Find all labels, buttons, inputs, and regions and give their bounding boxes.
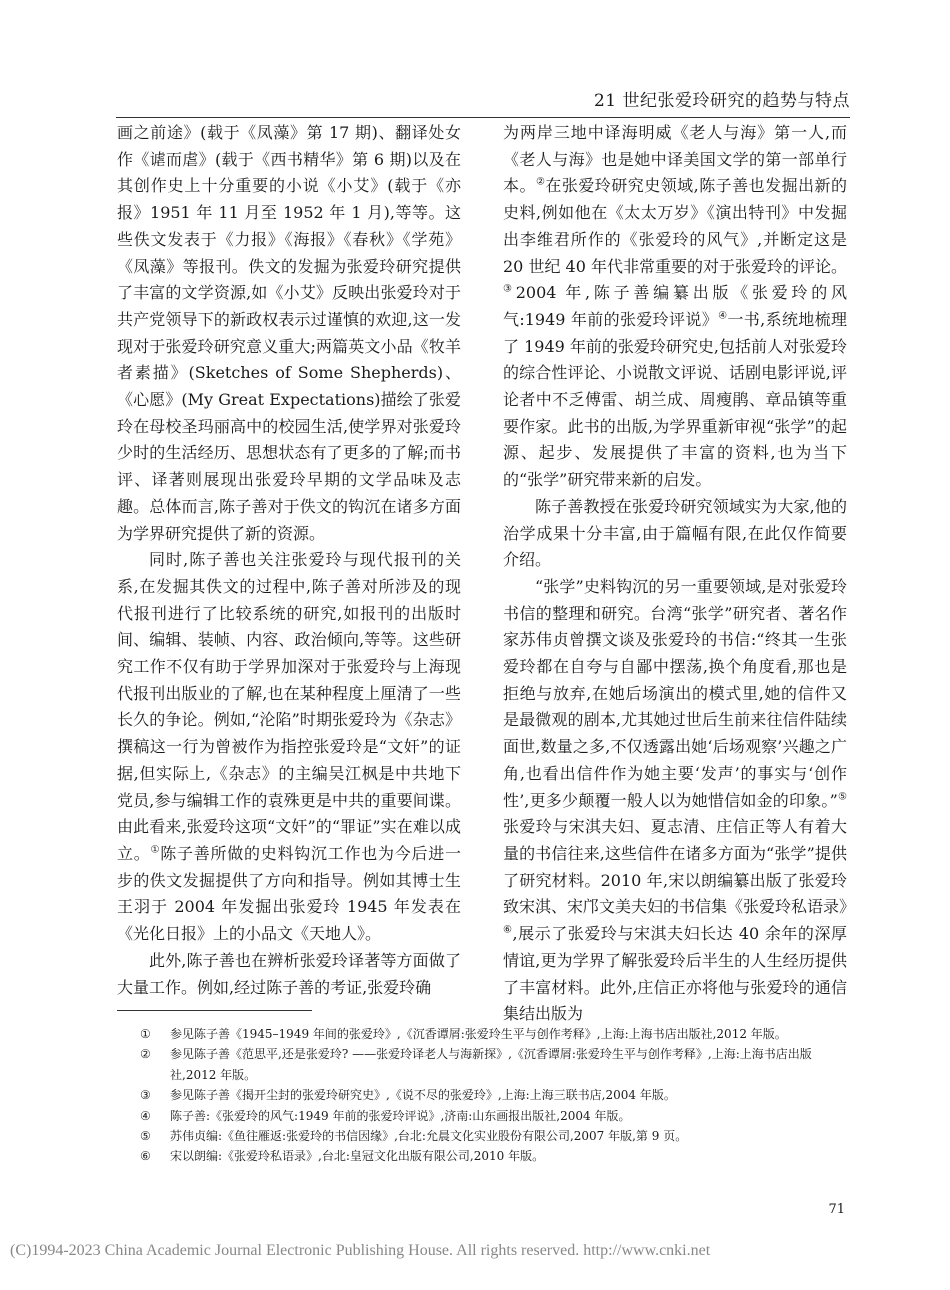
right-column (503, 120, 856, 1028)
running-header: 21 世纪张爱玲研究的趋势与特点 (593, 91, 850, 111)
right-paragraph-2: 陈子善教授在张爱玲研究领域实为大家,他的治学成果十分丰富,由于篇幅有限,在此仅作简要介绍。 (503, 496, 847, 570)
footnote-ref-6[interactable]: ⑥ (503, 924, 513, 936)
right-paragraph-1-text-a: 为两岸三地中译海明威《老人与海》第一人,而《老人与海》也是她中译美国文学的第一部单行本。 (503, 123, 847, 196)
right-paragraph-3 (503, 574, 856, 1028)
right-paragraph-1-text-b: 在张爱玲研究史领域,陈子善也发掘出新的史料,例如他在《太太万岁》《演出特刊》中发掘出李维君所作的《张爱玲的风气》,并断定这是 20 世纪 40 年代非常重要的对于张爱玲的评论。 (503, 176, 847, 276)
copyright-notice: (C)1994-2023 China Academic Journal Electronic Publishing House. All rights reserved. http://www.cnki.net (10, 1242, 711, 1259)
left-paragraph-2-text-b: 陈子善所做的史料钩沉工作也为今后进一步的佚文发掘提供了方向和指导。例如其博士生王羽于 2004 年发掘出张爱玲 1945 年发表在《光化日报》上的小品文《天地人》。 (117, 843, 461, 944)
footnote-text: 参见陈子善《1945–1949 年间的张爱玲》,《沉香谭屑:张爱玲生平与创作考释》,上海:上海书店出版社,2012 年版。 (170, 1027, 787, 1041)
footnote-text: 苏伟贞编:《鱼往雁返:张爱玲的书信因缘》,台北:允晨文化实业股份有限公司,2007 年版,第 9 页。 (170, 1129, 688, 1144)
left-column (117, 120, 461, 1001)
footnote-mark: ② (140, 1047, 151, 1062)
footnote-item (140, 1106, 856, 1126)
page-number: 71 (828, 1202, 845, 1217)
footnote-mark: ① (140, 1027, 151, 1041)
footnote-item (140, 1044, 856, 1085)
footnote-text: 陈子善:《张爱玲的风气:1949 年前的张爱玲评说》,济南:山东画报出版社,2004 年版。 (170, 1108, 631, 1123)
right-paragraph-3-text-b: 张爱玲与宋淇夫妇、夏志清、庄信正等人有着大量的书信往来,这些信件在诸多方面为“张学”提供了研究材料。2010 年,宋以朗编纂出版了张爱玲致宋淇、宋邝文美夫妇的书信集《张爱玲私语录》 (503, 817, 856, 917)
footnote-ref-5[interactable]: ⑤ (837, 791, 847, 803)
footnote-ref-4[interactable]: ④ (718, 310, 728, 322)
right-paragraph-1-text-c: 2004 年,陈子善编纂出版《张爱玲的风气:1949 年前的张爱玲评说》 (503, 283, 847, 329)
footnote-mark: ④ (140, 1108, 151, 1123)
footnote-item (140, 1024, 856, 1044)
right-paragraph-1-text-d: 一书,系统地梳理了 1949 年前的张爱玲研究史,包括前人对张爱玲的综合性评论、小说散文评说、话剧电影评说,评论者中不乏傅雷、胡兰成、周瘦鹃、章品镇等重要作家。此书的出版,为学界重新审视“张学”的起源、起步、发展提供了丰富的资料,也为当下的“张学”研究带来新的启发。 (503, 309, 848, 490)
footnote-ref-2[interactable]: ② (535, 177, 546, 189)
right-paragraph-3-text-c: ,展示了张爱玲与宋淇夫妇长达 40 余年的深厚情谊,更为学界了解张爱玲后半生的人生经历提供了丰富材料。此外,庄信正亦将他与张爱玲的通信集结出版为 (503, 924, 847, 1024)
left-paragraph-2 (117, 547, 461, 948)
left-paragraph-2-text-a: 同时,陈子善也关注张爱玲与现代报刊的关系,在发掘其佚文的过程中,陈子善对所涉及的现代报刊进行了比较系统的研究,如报刊的出版时间、编辑、装帧、内容、政治倾向,等等。这些研究工作不仅有助于学界加深对于张爱玲与上海现代报刊出版业的了解,也在某种程度上厘清了一些长久的争论。例如,“沦陷”时期张爱玲为《杂志》撰稿这一行为曾被作为指控张爱玲是“文奸”的证据,但实际上,《杂志》的主编吴江枫是中共地下党员,参与编辑工作的袁殊更是中共的重要间谍。由此看来,张爱玲这项“文奸”的“罪证”实在难以成立。 (117, 550, 461, 863)
footnote-text: 参见陈子善《范思平,还是张爱玲? ——张爱玲译老人与海新探》,《沉香谭屑:张爱玲生平与创作考释》,上海:上海书店出版社,2012 年版。 (170, 1047, 812, 1082)
header-rule (116, 117, 850, 118)
footnotes (140, 1024, 856, 1167)
footnote-mark: ③ (140, 1088, 151, 1103)
footnote-ref-1[interactable]: ① (150, 844, 161, 856)
footnote-text: 参见陈子善《揭开尘封的张爱玲研究史》,《说不尽的张爱玲》,上海:上海三联书店,2004 年版。 (170, 1088, 676, 1103)
footnote-item (140, 1085, 856, 1105)
footnote-ref-3[interactable]: ③ (503, 283, 516, 295)
footnote-item (140, 1146, 856, 1166)
right-paragraph-1 (503, 120, 847, 494)
footnote-mark: ⑤ (140, 1129, 151, 1144)
left-paragraph-1: 画之前途》(载于《凤藻》第 17 期)、翻译处女作《谑而虐》(载于《西书精华》第 6 期)以及在其创作史上十分重要的小说《小艾》(载于《亦报》1951 年 11 月至 1952 年 1 月),等等。这些佚文发表于《力报》《海报》《春秋》《学苑》《凤藻》等报刊。佚文的发掘为张爱玲研究提供了丰富的文学资源,如《小艾》反映出张爱玲对于共产党领导下的新政权表示过谨慎的欢迎,这一发现对于张爱玲研究意义重大;两篇英文小品《牧羊者素描》(Sketches of Some Shepherds)、《心愿》(My Great Expectations)描绘了张爱玲在母校圣玛丽高中的校园生活,使学界对张爱玲少时的生活经历、思想状态有了更多的了解;而书评、译著则展现出张爱玲早期的文学品味及志趣。总体而言,陈子善对于佚文的钩沉在诸多方面为学界研究提供了新的资源。 (117, 123, 461, 543)
right-paragraph-3-text-a: “张学”史料钩沉的另一重要领域,是对张爱玲书信的整理和研究。台湾“张学”研究者、著名作家苏伟贞曾撰文谈及张爱玲的书信:“终其一生张爱玲都在自夸与自鄙中摆荡,换个角度看,那也是拒绝与放弃,在她后场演出的模式里,她的信件又是最微观的剧本,尤其她过世后生前来往信件陆续面世,数量之多,不仅透露出她‘后场观察’兴趣之广角,也看出信件作为她主要‘发声’的事实与‘创作性’,更多少颠覆一般人以为她惜信如金的印象。” (503, 576, 847, 810)
footnote-rule (117, 1010, 312, 1011)
footnote-text: 宋以朗编:《张爱玲私语录》,台北:皇冠文化出版有限公司,2010 年版。 (170, 1149, 545, 1164)
footnote-mark: ⑥ (140, 1149, 151, 1164)
left-paragraph-3: 此外,陈子善也在辨析张爱玲译著等方面做了大量工作。例如,经过陈子善的考证,张爱玲确 (117, 950, 461, 997)
footnote-item (140, 1126, 856, 1146)
